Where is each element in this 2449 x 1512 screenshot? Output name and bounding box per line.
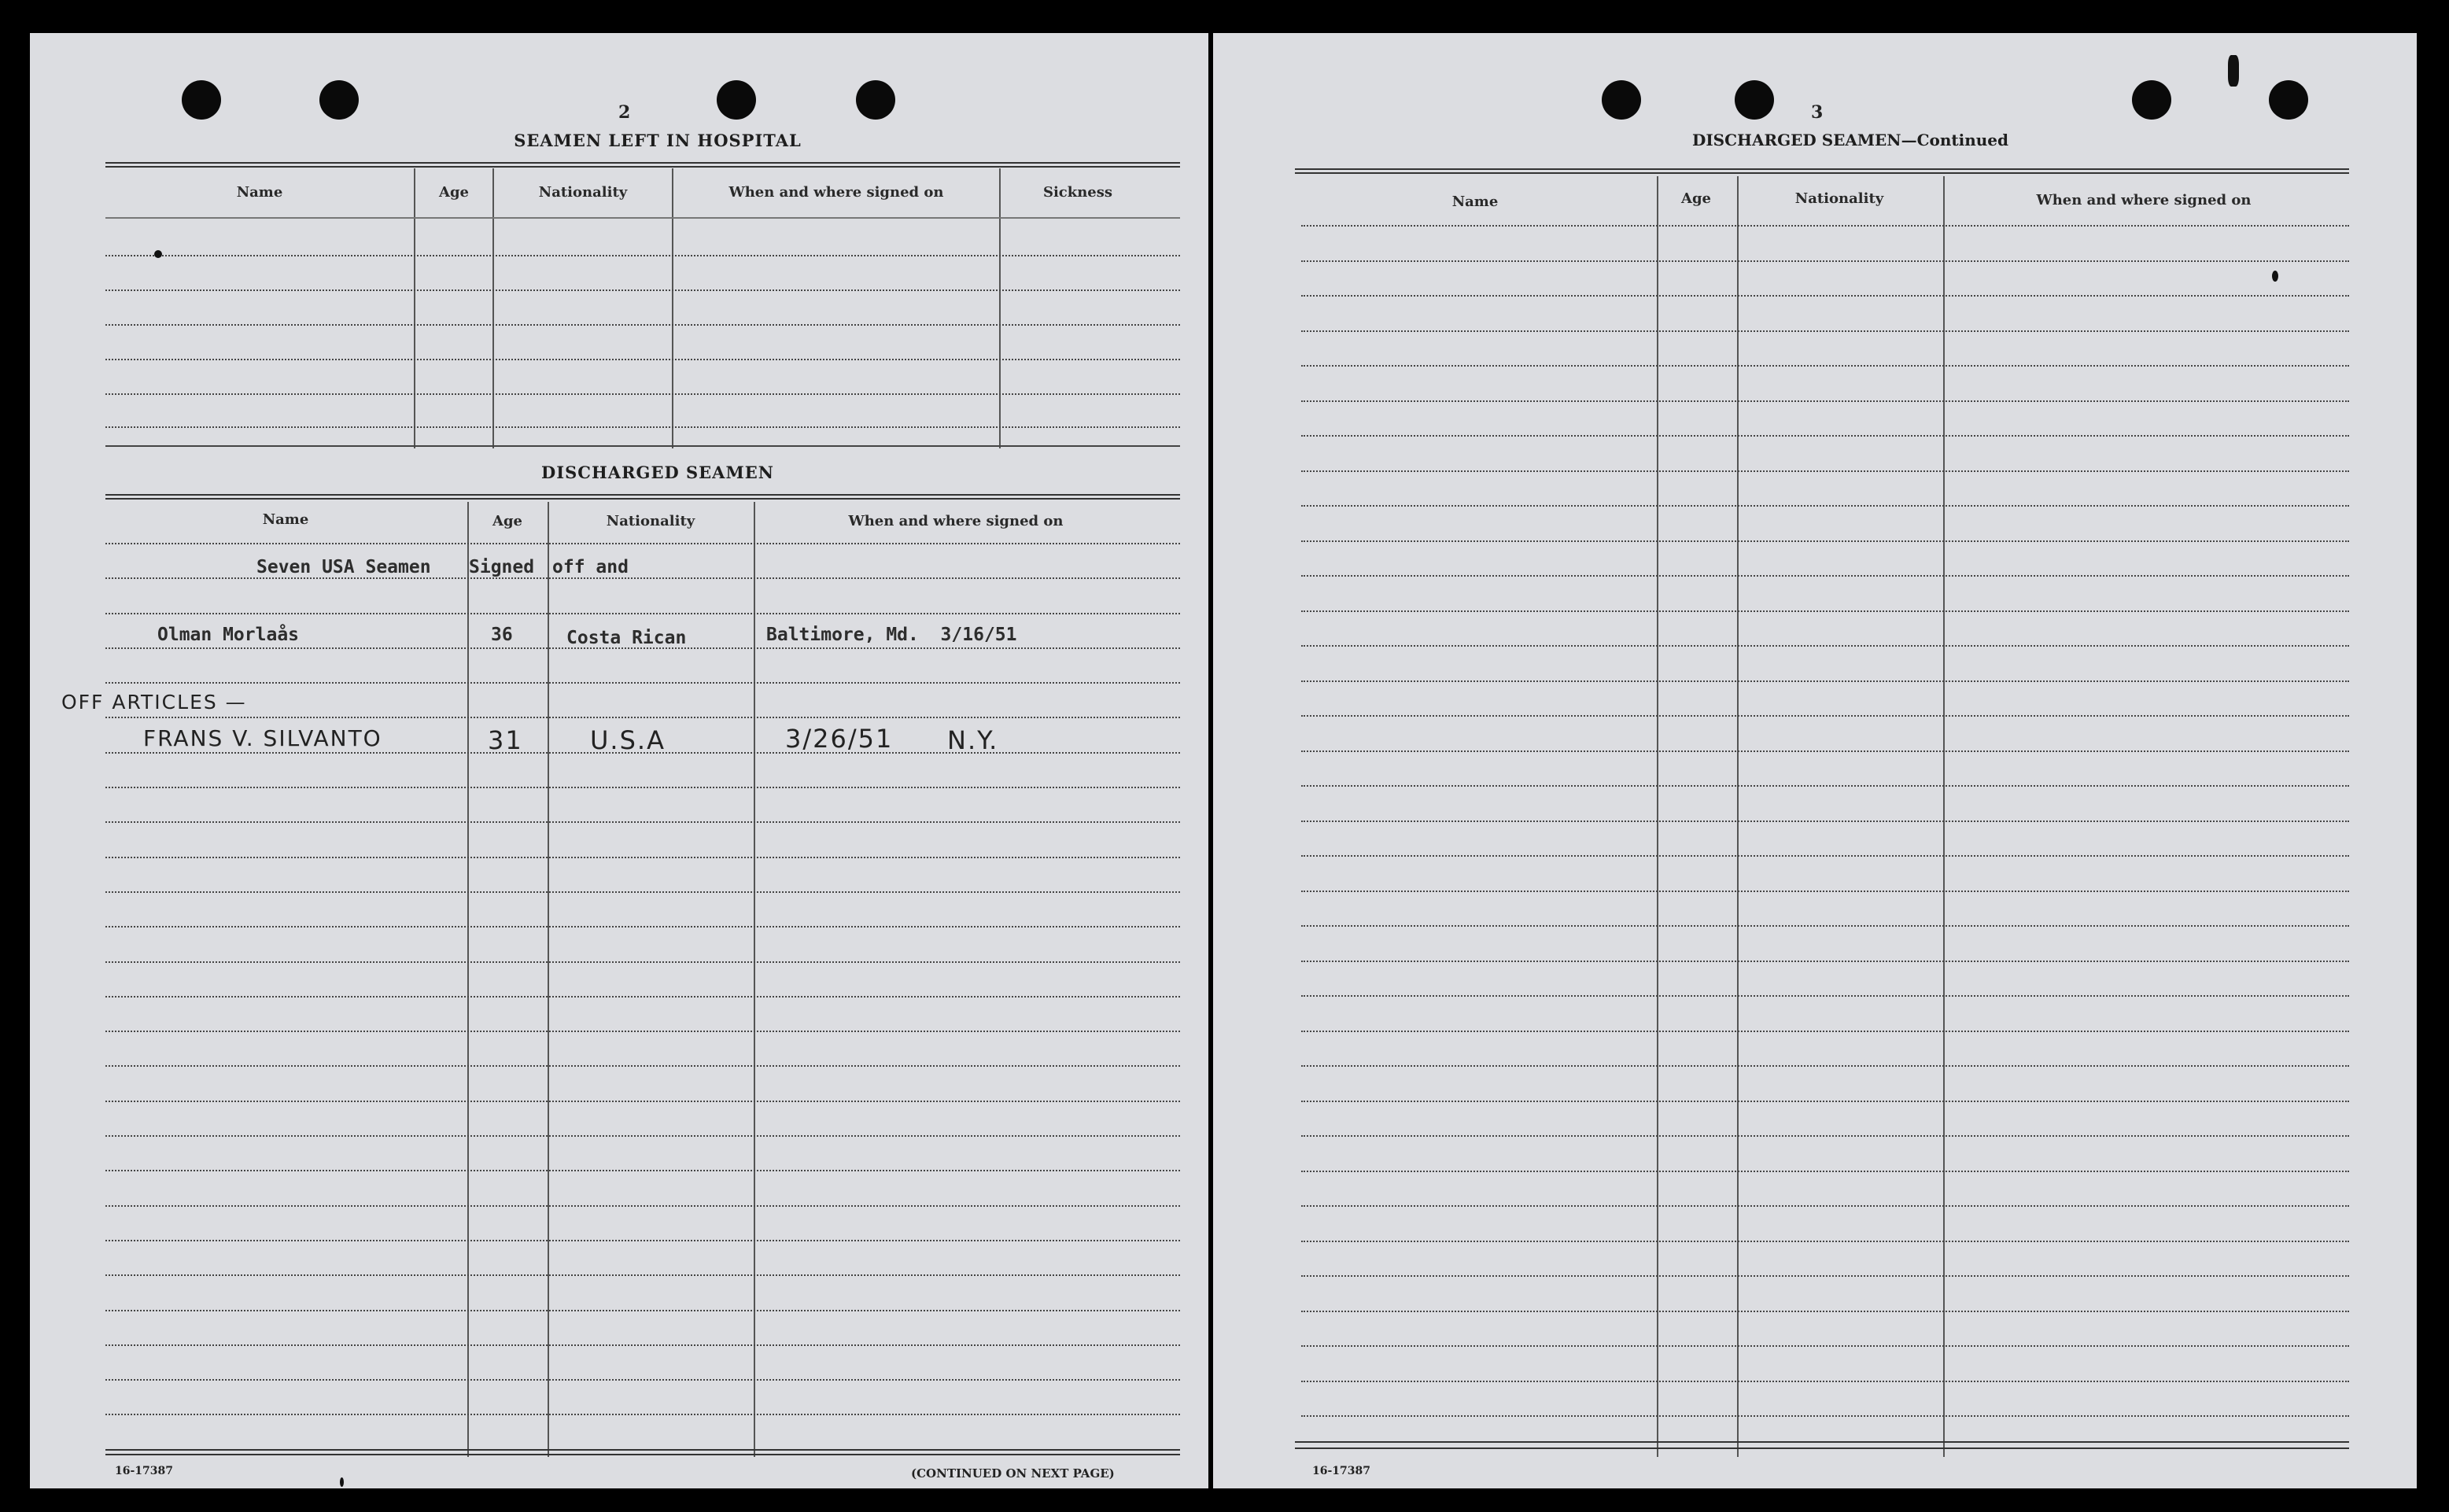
- ruled-line: [105, 393, 1180, 395]
- punch-hole: [2132, 80, 2171, 120]
- column-divider: [414, 168, 415, 448]
- col-head-name: Name: [262, 511, 309, 528]
- entry-nationality: Costa Rican: [566, 628, 687, 648]
- ruled-line: [105, 891, 1180, 893]
- ruled-line: [1301, 400, 2349, 402]
- ruled-line: [1301, 365, 2349, 367]
- ruled-line: [1301, 330, 2349, 332]
- ruled-line: [105, 996, 1180, 998]
- ruled-line: [105, 857, 1180, 858]
- col-head-nationality: Nationality: [606, 513, 695, 529]
- ruled-line: [1301, 1415, 2349, 1417]
- ruled-line: [105, 1065, 1180, 1067]
- entry-age: 36: [491, 625, 513, 645]
- entry-name: Seven USA Seamen: [256, 557, 431, 577]
- ruled-line: [105, 577, 1180, 579]
- ruled-line: [1301, 610, 2349, 612]
- entry-signed-on: Baltimore, Md. 3/16/51: [766, 625, 1017, 645]
- ruled-line: [1301, 715, 2349, 717]
- ruled-line: [105, 787, 1180, 788]
- punch-hole: [182, 80, 221, 120]
- ruled-line: [1301, 1241, 2349, 1242]
- ruled-line: [1301, 1381, 2349, 1382]
- col-head-sickness: Sickness: [1042, 184, 1113, 201]
- hospital-top-rule: [105, 162, 1180, 168]
- ruled-line: [1301, 855, 2349, 857]
- ruled-line: [1301, 1031, 2349, 1032]
- ruled-line: [1301, 1311, 2349, 1312]
- handwritten-date: 3/26/51: [785, 724, 894, 754]
- ruled-line: [1301, 1345, 2349, 1347]
- right-page: [1213, 33, 2417, 1488]
- ruled-line: [105, 1205, 1180, 1207]
- discharged-section-title: DISCHARGED SEAMEN: [541, 463, 774, 482]
- punch-hole: [319, 80, 359, 120]
- bottom-rule: [1295, 1441, 2349, 1449]
- ruled-line: [105, 613, 1180, 614]
- form-number: 16-17387: [1312, 1465, 1370, 1477]
- ruled-line: [1301, 1101, 2349, 1102]
- ruled-line: [1301, 260, 2349, 262]
- ruled-line: [1301, 1065, 2349, 1067]
- ruled-line: [105, 926, 1180, 927]
- column-divider: [1657, 176, 1658, 1457]
- punch-hole: [856, 80, 895, 120]
- col-head-age: Age: [1680, 190, 1711, 207]
- page-number: 3: [1811, 102, 1824, 123]
- ruled-line: [105, 255, 1180, 256]
- ruled-line: [1301, 750, 2349, 752]
- top-rule: [1295, 168, 2349, 174]
- ruled-line: [105, 426, 1180, 428]
- column-divider: [999, 168, 1001, 448]
- col-head-signed-on: When and where signed on: [728, 184, 944, 201]
- ruled-line: [1301, 785, 2349, 787]
- ruled-line: [1301, 821, 2349, 822]
- ruled-line: [1301, 1171, 2349, 1172]
- punch-hole: [717, 80, 756, 120]
- ruled-line: [1301, 540, 2349, 542]
- handwritten-nationality: U.S.A: [590, 725, 666, 755]
- column-divider: [492, 168, 494, 448]
- ruled-line: [105, 1031, 1180, 1032]
- col-head-age: Age: [438, 184, 469, 201]
- ruled-line: [1301, 435, 2349, 437]
- ruled-line: [105, 682, 1180, 684]
- discharged-top-rule: [105, 494, 1180, 500]
- ruled-line: [105, 1414, 1180, 1415]
- form-number: 16-17387: [115, 1465, 173, 1477]
- ruled-line: [105, 961, 1180, 963]
- ruled-line: [105, 217, 1180, 219]
- page-number: 2: [618, 102, 631, 123]
- ruled-line: [105, 1344, 1180, 1346]
- ruled-line: [1301, 225, 2349, 227]
- ruled-line: [105, 1310, 1180, 1311]
- entry-nationality: off and: [552, 557, 629, 577]
- col-head-signed-on: When and where signed on: [2036, 192, 2252, 208]
- handwritten-place: N.Y.: [947, 725, 999, 755]
- column-divider: [672, 168, 673, 448]
- ruled-line: [1301, 995, 2349, 997]
- punch-hole: [2269, 80, 2308, 120]
- bottom-rule: [105, 1449, 1180, 1455]
- ink-speck: [2228, 55, 2239, 87]
- ruled-line: [105, 543, 1180, 544]
- ruled-line: [1301, 1205, 2349, 1207]
- ruled-line: [105, 1135, 1180, 1137]
- continued-note: (CONTINUED ON NEXT PAGE): [911, 1466, 1115, 1481]
- punch-hole: [1602, 80, 1641, 120]
- col-head-name: Name: [236, 184, 283, 201]
- column-divider: [467, 502, 469, 1457]
- left-page: [30, 33, 1208, 1488]
- ruled-line: [1301, 645, 2349, 647]
- column-divider: [548, 502, 549, 1457]
- column-divider: [1737, 176, 1739, 1457]
- ruled-line: [105, 1379, 1180, 1381]
- ruled-line: [105, 324, 1180, 326]
- hospital-section-title: SEAMEN LEFT IN HOSPITAL: [514, 131, 802, 150]
- ruled-line: [105, 359, 1180, 360]
- ruled-line: [1301, 1135, 2349, 1137]
- punch-hole: [1735, 80, 1774, 120]
- entry-name: Olman Morlaås: [157, 625, 300, 645]
- column-divider: [754, 502, 755, 1457]
- col-head-signed-on: When and where signed on: [848, 513, 1064, 529]
- column-divider: [1943, 176, 1945, 1457]
- discharged-continued-title: DISCHARGED SEAMEN—Continued: [1691, 131, 2009, 149]
- ruled-line: [1301, 295, 2349, 297]
- col-head-nationality: Nationality: [1794, 190, 1884, 207]
- col-head-name: Name: [1451, 194, 1499, 210]
- ruled-line: [105, 289, 1180, 291]
- ruled-line: [105, 445, 1180, 447]
- ruled-line: [105, 1240, 1180, 1241]
- ruled-line: [1301, 1275, 2349, 1277]
- ruled-line: [105, 717, 1180, 718]
- handwritten-name: FRANS V. SILVANTO: [143, 725, 382, 751]
- ruled-line: [1301, 961, 2349, 962]
- col-head-nationality: Nationality: [538, 184, 628, 201]
- handwritten-age: 31: [488, 725, 523, 755]
- ruled-line: [1301, 891, 2349, 892]
- ruled-line: [1301, 680, 2349, 682]
- ruled-line: [1301, 505, 2349, 507]
- ruled-line: [105, 1101, 1180, 1102]
- ruled-line: [105, 1170, 1180, 1171]
- col-head-age: Age: [492, 513, 522, 529]
- ink-speck: [340, 1477, 344, 1487]
- ruled-line: [1301, 925, 2349, 927]
- ruled-line: [1301, 470, 2349, 472]
- entry-age: Signed: [469, 557, 535, 577]
- ruled-line: [105, 1274, 1180, 1276]
- ruled-line: [105, 821, 1180, 823]
- ink-speck: [2272, 271, 2278, 282]
- ink-speck: [154, 250, 162, 258]
- ruled-line: [1301, 575, 2349, 577]
- handwritten-note: OFF ARTICLES —: [61, 691, 247, 714]
